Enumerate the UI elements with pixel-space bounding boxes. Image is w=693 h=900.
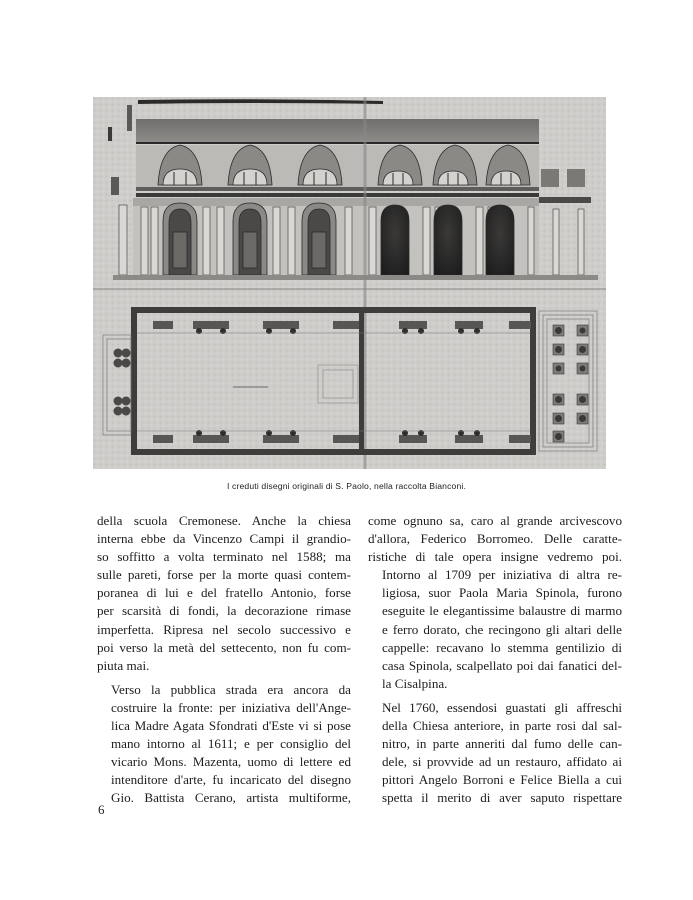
- paragraph: [97, 512, 351, 675]
- text-column-right: [368, 512, 622, 808]
- paragraph: [97, 681, 351, 808]
- text-line: eseguite le elegantissime balaustre di marmo: [382, 603, 622, 619]
- section-and-plan-drawing: [93, 97, 606, 469]
- paragraph: [368, 566, 622, 693]
- page-number: 6: [98, 802, 105, 817]
- text-line: intenditore d'arte, fu incaricato del disegno: [111, 772, 351, 788]
- paragraph: [368, 699, 622, 808]
- text-line: so soffitto a volta terminato nel 1588; ma: [97, 549, 351, 565]
- text-line: della scuola Cremonese. Anche la chiesa: [97, 513, 351, 528]
- text-line: d'allora, Federico Borromeo. Delle caratte-: [368, 531, 622, 547]
- text-line: imperfetta. Ripresa nel secolo successivo e: [97, 621, 351, 637]
- text-line: e ferro dorato, che recingono gli altari delle: [382, 621, 622, 637]
- figure-caption: I creduti disegni originali di S. Paolo, nella raccolta Bianconi.: [226, 481, 467, 491]
- text-line: vicario Mons. Mazenta, uomo di lettere ed: [111, 754, 351, 770]
- text-line: della Chiesa anteriore, in parte rosi dal sal-: [382, 718, 622, 734]
- text-line: mano intorno al 1611; e per consiglio del: [111, 736, 351, 752]
- text-line: poranea di lui e del fratello Antonio, forse: [97, 585, 351, 601]
- text-line: la Cisalpina.: [382, 675, 448, 691]
- text-line: dele, si provvide ad un restauro, affidato ai: [382, 754, 622, 770]
- text-line: Gio. Battista Cerano, artista multiforme,: [111, 790, 351, 806]
- text-line: ristiche di tale opera insigne vedremo poi.: [368, 549, 622, 565]
- text-line: spetta il merito di aver saputo rispettare: [382, 790, 622, 806]
- architectural-drawing-plate: [93, 97, 606, 469]
- text-line: Nel 1760, essendosi guastati gli affreschi: [382, 699, 622, 715]
- text-line: cappelle: recavano lo stemma gentilizio di: [382, 639, 622, 655]
- text-line: piuta mai.: [97, 657, 150, 673]
- text-line: Intorno al 1709 per iniziativa di altra re-: [382, 567, 622, 583]
- text-line: casa Spinola, scalpellato poi dai fanatici del-: [382, 657, 622, 673]
- text-line: ligiosa, suor Paola Maria Spinola, furono: [382, 585, 622, 601]
- text-line: pittori Angelo Borroni e Felice Biella a cui: [382, 772, 622, 788]
- text-line: sulle pareti, forse per la morte quasi contem-: [97, 567, 351, 583]
- text-column-left: [97, 512, 351, 808]
- text-line: come ognuno sa, caro al grande arcivescovo: [368, 513, 622, 528]
- text-line: costruire la fronte: per iniziativa dell'Ange-: [111, 699, 351, 715]
- text-line: nitro, in parte anneriti dal fumo delle can-: [382, 736, 622, 752]
- text-line: per scarsità di fondi, la decorazione rimase: [97, 603, 351, 619]
- text-line: lica Madre Agata Sfondrati d'Este vi si pose: [111, 718, 351, 734]
- paragraph: [368, 512, 622, 566]
- text-line: Verso la pubblica strada era ancora da: [111, 681, 351, 697]
- text-line: poi verso la metà del settecento, non fu com-: [97, 639, 351, 655]
- text-line: interna ebbe da Vincenzo Campi il grandio-: [97, 531, 351, 547]
